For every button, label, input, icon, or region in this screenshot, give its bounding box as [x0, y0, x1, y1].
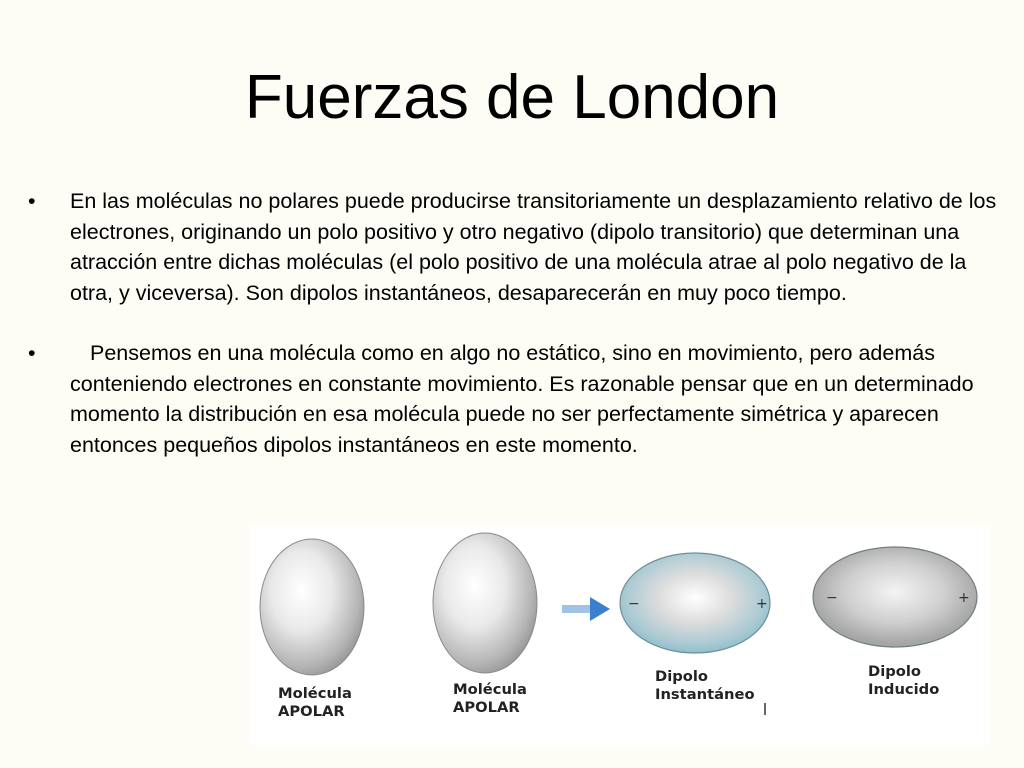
apolar-molecule-1 [260, 539, 364, 675]
minus-sign-icon: − [826, 590, 838, 606]
molecule-label [278, 685, 352, 721]
dipole-label-line2: Instantáneo [655, 687, 755, 703]
dipole-label-line1: Dipolo [655, 669, 709, 685]
dipole-label-line1: Dipolo [868, 664, 922, 680]
bullet-list [28, 186, 1004, 460]
instantaneous-dipole [620, 553, 770, 653]
minus-sign-icon: − [628, 596, 640, 612]
molecule-label-line2: APOLAR [453, 700, 520, 716]
plus-sign-icon: + [756, 596, 768, 612]
molecule-label-line1: Molécula [453, 682, 527, 698]
bullet-text: En las moléculas no polares puede producirse transitoriamente un desplazamiento relativo de los electrones, originando un polo positivo y otro negativo (dipolo transitorio) que determinan una atracción entre dichas moléculas (el polo positivo de una molécula atrae al polo negativo de la otra, y viceversa). Son dipolos instantáneos, desaparecerán en muy poco tiempo. [70, 189, 997, 305]
molecule-label-line2: APOLAR [278, 704, 345, 720]
apolar-molecule-2 [433, 533, 537, 673]
dipole-label [868, 663, 939, 699]
molecule-label-line1: Molécula [278, 686, 352, 702]
bullet-marker: • [28, 189, 36, 213]
molecule-label [453, 681, 527, 717]
plus-sign-icon: + [958, 590, 970, 606]
slide-title: Fuerzas de London [244, 63, 780, 132]
bullet-text: Pensemos en una molécula como en algo no estático, sino en movimiento, pero además conteniendo electrones en constante movimiento. Es razonable pensar que en un determinado momento la distribución en esa molécula puede no ser perfectamente simétrica y aparecen entonces pequeños dipolos instantáneos en este momento. [70, 341, 974, 457]
molecule-diagram-graphic [250, 525, 990, 745]
dipole-label-line2: Inducido [868, 682, 940, 698]
dipole-label [655, 668, 755, 704]
bullet-marker: • [28, 341, 36, 365]
bullet-item [28, 186, 1004, 308]
arrow-icon [562, 597, 610, 621]
molecule-diagram [250, 525, 990, 745]
bullet-item [28, 338, 1004, 460]
